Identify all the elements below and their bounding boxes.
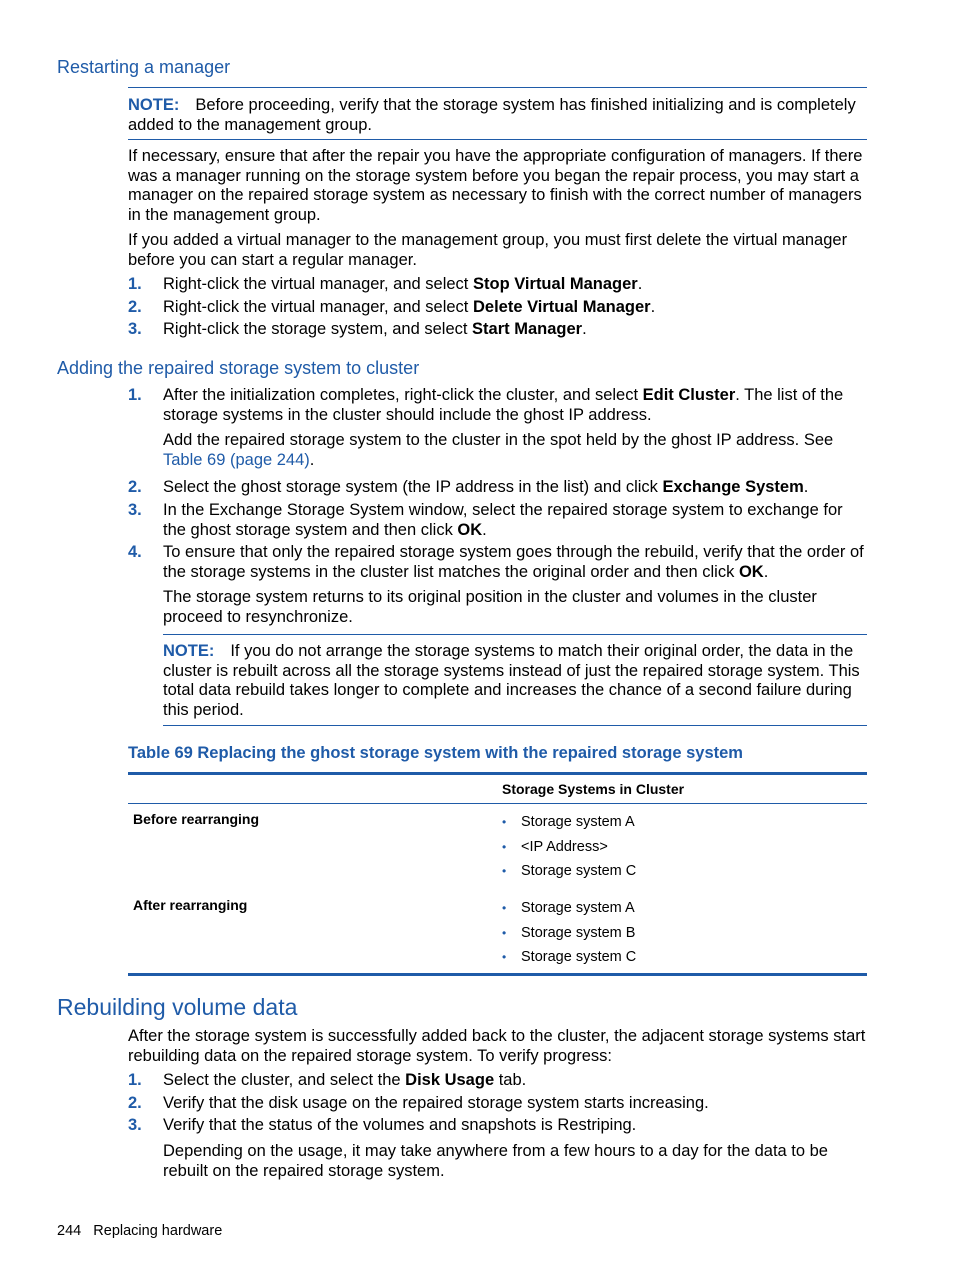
step-verify-restriping-detail: Depending on the usage, it may take anywhere from a few hours to a day for the data to be rebuilt on the repaired storage system. xyxy=(163,1142,828,1180)
step-number: 3. xyxy=(128,501,142,519)
paragraph-rebuild-intro: After the storage system is successfully added back to the cluster, the adjacent storage systems start rebuilding data on the repaired storage system. To verify progress: xyxy=(128,1027,866,1065)
step-verify-order: To ensure that only the repaired storage system goes through the rebuild, verify that the order of the storage systems in the cluster list matches the original order and then click OK. xyxy=(163,543,864,581)
heading-adding-storage-system: Adding the repaired storage system to cluster xyxy=(57,358,420,378)
step-number: 2. xyxy=(128,478,142,496)
page-footer xyxy=(57,1223,222,1239)
table-bottom-rule xyxy=(128,973,867,976)
list-item: • Storage system A xyxy=(502,814,635,830)
step-number: 3. xyxy=(128,320,142,338)
table-69-link[interactable]: Table 69 (page 244) xyxy=(163,450,310,469)
bullet-icon: • xyxy=(502,950,507,964)
note-label: NOTE: xyxy=(163,642,215,660)
step-exchange-system: Select the ghost storage system (the IP address in the list) and click Exchange System. xyxy=(163,478,809,496)
bullet-icon: • xyxy=(502,926,507,940)
note-box-rebuild-order xyxy=(163,634,867,726)
note-text-rebuild-order: NOTE: If you do not arrange the storage systems to match their original order, the data in the cluster is rebuilt across all the storage systems instead of just the repaired storage system. This total data rebuild takes longer to complete and increases the chance of a second failure during this period. xyxy=(163,642,860,719)
bullet-icon: • xyxy=(502,815,507,829)
table-row-label-after: After rearranging xyxy=(133,897,248,913)
step-edit-cluster-detail: Add the repaired storage system to the cluster in the spot held by the ghost IP address. See Table 69 (page 244). xyxy=(163,431,834,469)
step-exchange-window: In the Exchange Storage System window, select the repaired storage system to exchange for the ghost storage system and then click OK. xyxy=(163,501,843,539)
step-number: 1. xyxy=(128,1071,142,1089)
footer-section-title: Replacing hardware xyxy=(93,1223,223,1239)
table-column-header: Storage Systems in Cluster xyxy=(502,781,685,797)
heading-restarting-manager: Restarting a manager xyxy=(57,57,231,77)
paragraph-virtual-manager: If you added a virtual manager to the management group, you must first delete the virtual manager before you can start a regular manager. xyxy=(128,231,848,269)
step-verify-disk-usage: Verify that the disk usage on the repaired storage system starts increasing. xyxy=(163,1094,709,1112)
step-verify-order-detail: The storage system returns to its original position in the cluster and volumes in the cluster proceed to resynchronize. xyxy=(163,588,817,626)
note-label: NOTE: xyxy=(128,96,180,114)
step-start-manager: Right-click the storage system, and select Start Manager. xyxy=(163,320,587,338)
step-verify-restriping: Verify that the status of the volumes and snapshots is Restriping. xyxy=(163,1116,637,1134)
list-item: • Storage system C xyxy=(502,949,637,965)
step-number: 1. xyxy=(128,275,142,293)
page-number: 244 xyxy=(57,1223,82,1239)
note-text-restart: NOTE: Before proceeding, verify that the storage system has finished initializing and is completely added to the management group. xyxy=(128,96,856,134)
bullet-icon: • xyxy=(502,840,507,854)
step-number: 2. xyxy=(128,1094,142,1112)
table-top-rule xyxy=(128,772,867,775)
list-item: • <IP Address> xyxy=(502,839,608,855)
list-item: • Storage system A xyxy=(502,900,635,916)
table-header-rule xyxy=(128,803,867,804)
step-number: 3. xyxy=(128,1116,142,1134)
bullet-icon: • xyxy=(502,901,507,915)
step-edit-cluster: After the initialization completes, right-click the cluster, and select Edit Cluster. The list of the storage systems in the cluster should include the ghost IP address. xyxy=(163,386,844,424)
step-stop-virtual-manager: Right-click the virtual manager, and select Stop Virtual Manager. xyxy=(163,275,643,293)
paragraph-manager-config: If necessary, ensure that after the repair you have the appropriate configuration of managers. If there was a manager running on the storage system before you began the repair process, you may start a manager on the repaired storage system as necessary to finish with the correct number of managers in the management group. xyxy=(128,147,863,224)
table-caption: Table 69 Replacing the ghost storage system with the repaired storage system xyxy=(128,744,743,762)
step-number: 1. xyxy=(128,386,142,404)
note-box-restart xyxy=(128,87,867,140)
bullet-icon: • xyxy=(502,864,507,878)
list-item: • Storage system C xyxy=(502,863,637,879)
step-number: 4. xyxy=(128,543,142,561)
step-disk-usage: Select the cluster, and select the Disk Usage tab. xyxy=(163,1071,527,1089)
heading-rebuilding-volume-data: Rebuilding volume data xyxy=(57,994,298,1020)
step-number: 2. xyxy=(128,298,142,316)
table-row-label-before: Before rearranging xyxy=(133,811,260,827)
step-delete-virtual-manager: Right-click the virtual manager, and select Delete Virtual Manager. xyxy=(163,298,656,316)
list-item: • Storage system B xyxy=(502,925,636,941)
